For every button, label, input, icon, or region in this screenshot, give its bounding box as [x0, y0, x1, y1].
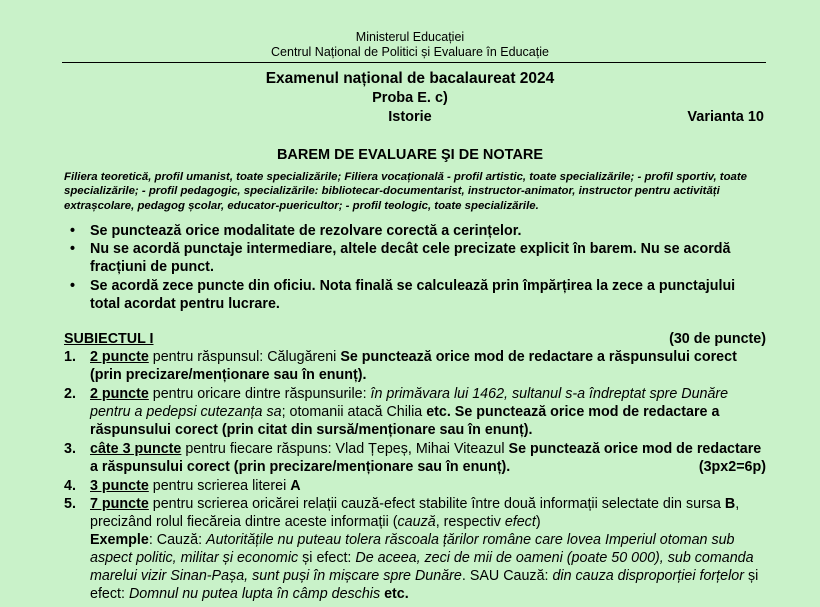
item-text: pentru răspunsul: Călugăreni [148, 349, 341, 365]
item-4 [64, 477, 766, 495]
item-term: efect [504, 514, 536, 530]
item-score-formula: (3px2=6p) [698, 459, 766, 475]
example-text: și efect: [298, 550, 356, 566]
section-heading [64, 330, 766, 348]
item-points: câte 3 puncte [90, 441, 182, 457]
bullet-item [70, 240, 766, 276]
example-text: . SAU Cauză: [461, 568, 553, 584]
example-quote: De aceea, zeci de mii de oameni (poate 50 000), sub comanda marelui vizir Sinan-Pașa, sunt puși în mișcare spre Dunăre [90, 550, 754, 584]
bullet-item [70, 277, 766, 313]
bullet-item [70, 222, 766, 240]
bullet-icon: • [70, 241, 76, 257]
item-answer: A [290, 478, 301, 494]
item-note: Se punctează orice mod de redactare a răspunsului corect (prin precizare/menționare sau în enunț). [90, 349, 737, 383]
item-quote: în primăvara lui 1462, sultanul s-a îndreptat spre Dunăre pentru a pedepsi cutezanța sa [90, 386, 729, 420]
section-title: SUBIECTUL I [64, 331, 154, 347]
bullet-icon: • [70, 223, 76, 239]
bullet-text: Se punctează orice modalitate de rezolvare corectă a cerințelor. [90, 223, 522, 239]
item-3 [64, 440, 766, 476]
header-divider [62, 62, 766, 63]
item-number: 5. [64, 496, 76, 512]
item-points: 2 puncte [90, 386, 149, 402]
item-number: 1. [64, 349, 76, 365]
item-term: cauză [397, 514, 436, 530]
item-note: etc. Se punctează orice mod de redactare a răspunsului corect (prin citat din sursă/menționare sau în enunț). [90, 404, 720, 438]
exam-title: Examenul național de bacalaureat 2024 [265, 70, 555, 87]
exam-subject: Istorie [388, 109, 432, 125]
bullet-text: Nu se acordă punctaje intermediare, altele decât cele precizate explicit în barem. Nu se acordă fracțiuni de punct. [90, 241, 731, 275]
item-number: 4. [64, 478, 76, 494]
item-2 [64, 385, 766, 439]
item-text: ) [535, 514, 541, 530]
item-text: pentru fiecare răspuns: Vlad Țepeș, Mihai Viteazul [181, 441, 509, 457]
example-quote: din cauza disproporției forțelor [552, 568, 744, 584]
exam-proba: Proba E. c) [372, 90, 448, 106]
exam-variant: Varianta 10 [687, 109, 764, 125]
item-5-example [90, 531, 766, 603]
example-text: și efect: [90, 568, 759, 602]
example-label: Exemple [90, 532, 149, 548]
example-text: : Cauză: [148, 532, 207, 548]
example-quote: Domnul nu putea lupta în câmp deschis [128, 586, 381, 602]
item-text: pentru oricare dintre răspunsurile: [148, 386, 371, 402]
bullet-text: Se acordă zece puncte din oficiu. Nota finală se calculează prin împărțirea la zece a punctajului total acordat pentru lucrare. [90, 278, 736, 312]
item-text: pentru scrierea oricărei relații cauză-efect stabilite între două informații selectate din sursa [148, 496, 725, 512]
item-points: 3 puncte [90, 478, 149, 494]
item-text: , respectiv [435, 514, 505, 530]
item-source: B [724, 496, 736, 512]
section-points: (30 de puncte) [669, 331, 766, 347]
example-quote: Autoritățile nu puteau tolera răscoala țărilor române care lovea Imperiul otoman sub aspect politic, militar și economic [90, 532, 735, 566]
bullet-icon: • [70, 278, 76, 294]
item-1 [64, 348, 766, 384]
item-text: , precizând rolul fiecăreia dintre aceste informații ( [90, 496, 740, 530]
item-text: pentru scrierea literei [148, 478, 291, 494]
example-etc: etc. [380, 586, 409, 602]
item-number: 3. [64, 441, 76, 457]
page-header [0, 30, 820, 60]
item-points: 2 puncte [90, 349, 149, 365]
item-text: ; otomanii atacă Chilia [281, 404, 427, 420]
ministry-name: Ministerul Educației [355, 30, 465, 44]
item-number: 2. [64, 386, 76, 402]
center-name: Centrul Național de Politici și Evaluare în Educație [271, 45, 549, 59]
filiera-text: Filiera teoretică, profil umanist, toate specializările; Filiera vocațională - profil artistic, toate specializările; - profil sportiv, toate specializările; - profil pedagogic, specializările: bibliotecar-documentarist, instructor-animator, instructor pentru activități extrașcolare, pedagog școlar, educator-puericultor; - profil teologic, toate specializările. [64, 171, 747, 212]
item-5 [64, 495, 766, 531]
item-note: Se punctează orice mod de redactare a răspunsului corect (prin precizare/menționare sau în enunț). [90, 441, 762, 475]
barem-title: BAREM DE EVALUARE ŞI DE NOTARE [276, 147, 544, 163]
item-points: 7 puncte [90, 496, 149, 512]
